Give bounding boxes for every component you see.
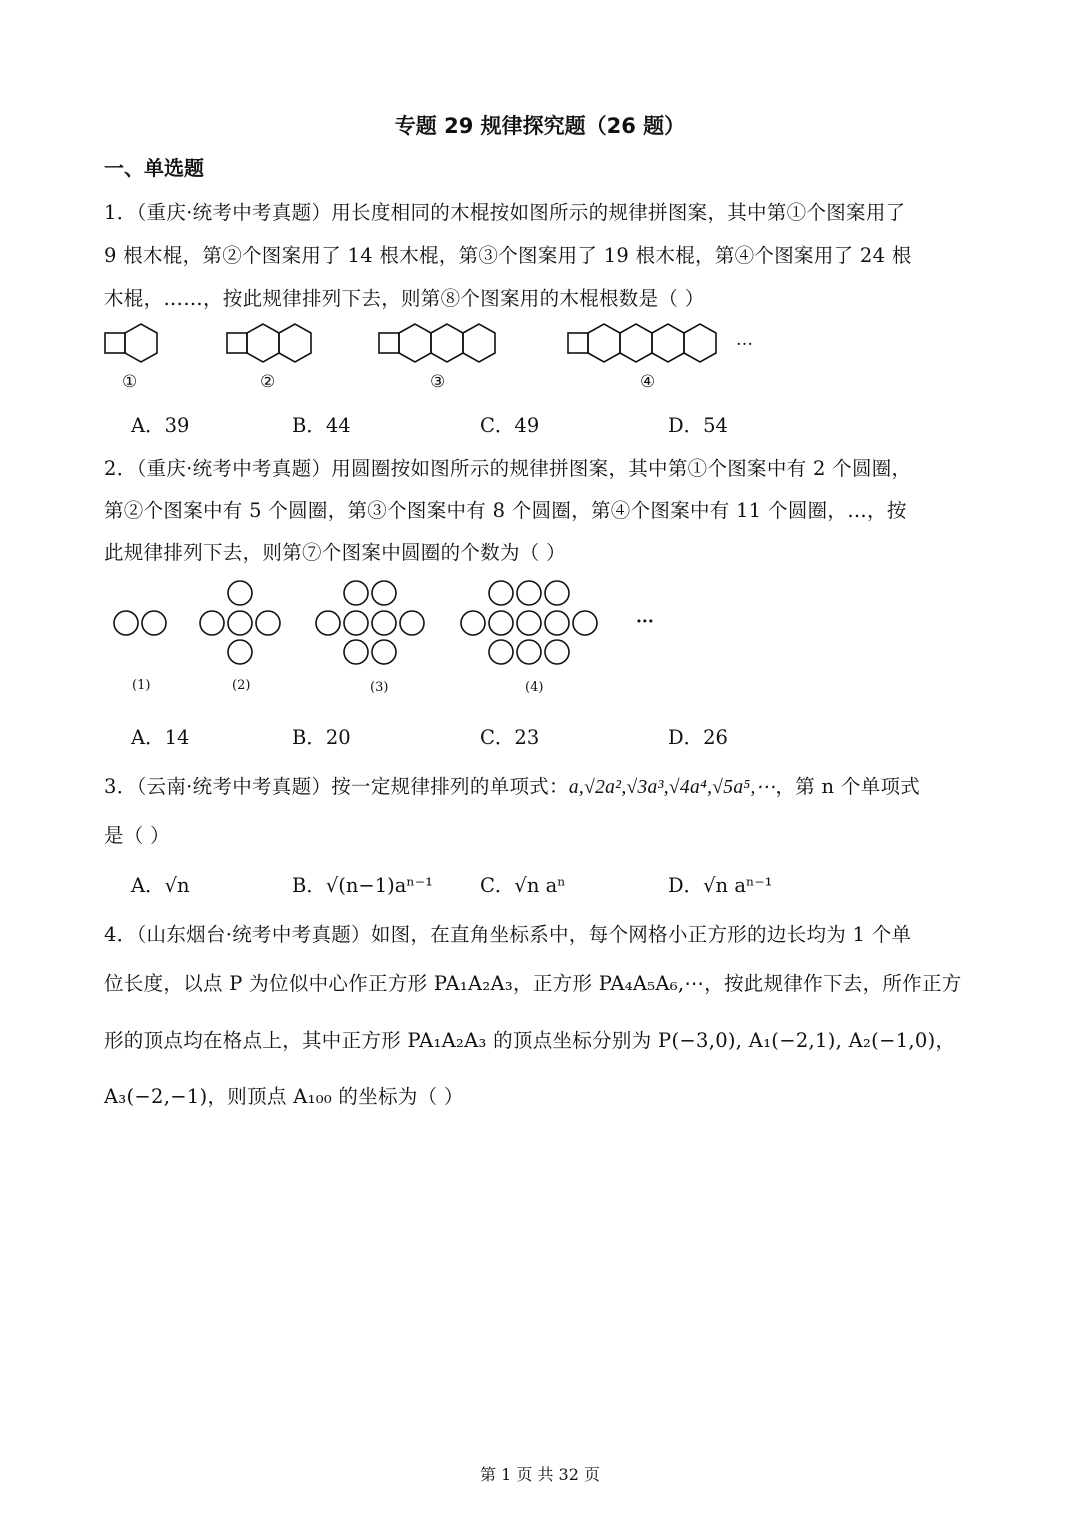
q3-line-1	[104, 771, 920, 799]
q3-option-b: B．√(n−1)aⁿ⁻¹	[292, 874, 433, 897]
stick-pattern-1	[105, 324, 157, 362]
q1-stick-figures	[100, 320, 780, 372]
page-footer: 第 1 页 共 32 页	[480, 1465, 600, 1484]
q3-suffix: ，第 n 个单项式	[775, 775, 921, 798]
q2-line-2: 第②个图案中有 5 个圆圈，第③个图案中有 8 个圆圈，第④个图案中有 11 个圆圈，…，按	[104, 499, 907, 522]
q1-line-1: 1．（重庆·统考中考真题）用长度相同的木棍按如图所示的规律拼图案，其中第①个图案用了	[104, 201, 906, 224]
q2-option-c: C．23	[480, 726, 540, 749]
q2-label-4: (4)	[525, 680, 544, 695]
q2-option-b: B．20	[292, 726, 351, 749]
q2-label-3: (3)	[370, 680, 389, 695]
q4-line-3: 形的顶点均在格点上，其中正方形 PA₁A₂A₃ 的顶点坐标分别为 P(−3,0), A₁(−2,1), A₂(−1,0)，	[104, 1029, 956, 1052]
q2-option-d: D．26	[668, 726, 728, 749]
q1-option-b: B．44	[292, 414, 351, 437]
q1-line-3: 木棍，……，按此规律排列下去，则第⑧个图案用的木棍根数是（ ）	[104, 287, 705, 310]
q1-ellipsis: …	[736, 330, 753, 350]
q1-line-2: 9 根木棍，第②个图案用了 14 根木棍，第③个图案用了 19 根木棍，第④个图案用了 24 根	[104, 244, 912, 267]
circle-pattern-1	[114, 611, 166, 635]
q3-option-c: C．√n aⁿ	[480, 874, 566, 897]
section-heading: 一、单选题	[104, 156, 204, 180]
stick-pattern-2	[227, 324, 311, 362]
page-title: 专题 29 规律探究题（26 题）	[394, 114, 686, 138]
q4-line-4: A₃(−2,−1)，则顶点 A₁₀₀ 的坐标为（ ）	[104, 1085, 464, 1108]
q1-option-d: D．54	[668, 414, 728, 437]
q3-sequence: a,√2a²,√3a³,√4a⁴,√5a⁵,⋯	[568, 777, 776, 798]
q3-option-a: A．√n	[131, 874, 190, 897]
stick-pattern-4	[568, 324, 716, 362]
q4-line-2: 位长度，以点 P 为位似中心作正方形 PA₁A₂A₃，正方形 PA₄A₅A₆,⋯，按此规律作下去，所作正方	[104, 972, 962, 995]
q3-line-2: 是（ ）	[104, 824, 170, 847]
circle-pattern-3	[316, 581, 424, 664]
stick-pattern-3	[379, 324, 495, 362]
q2-label-1: (1)	[132, 678, 151, 693]
q2-circle-figures	[100, 575, 660, 667]
q1-label-2: ②	[260, 372, 276, 392]
q4-line-1: 4．（山东烟台·统考中考真题）如图，在直角坐标系中，每个网格小正方形的边长均为 1 个单	[104, 923, 912, 946]
q1-label-3: ③	[430, 372, 446, 392]
q1-option-c: C．49	[480, 414, 540, 437]
q2-ellipsis: ···	[636, 612, 654, 632]
q2-label-2: (2)	[232, 678, 251, 693]
q3-option-d: D．√n aⁿ⁻¹	[668, 874, 773, 897]
q3-prefix: 3．（云南·统考中考真题）按一定规律排列的单项式：	[104, 775, 569, 798]
q2-option-a: A．14	[131, 726, 190, 749]
q2-line-3: 此规律排列下去，则第⑦个图案中圆圈的个数为（ ）	[104, 541, 566, 564]
q1-label-4: ④	[640, 372, 656, 392]
q2-line-1: 2．（重庆·统考中考真题）用圆圈按如图所示的规律拼图案，其中第①个图案中有 2 个圆圈，	[104, 457, 912, 480]
circle-pattern-4	[461, 581, 597, 664]
circle-pattern-2	[200, 581, 280, 664]
q1-label-1: ①	[122, 372, 138, 392]
q1-option-a: A．39	[131, 414, 190, 437]
